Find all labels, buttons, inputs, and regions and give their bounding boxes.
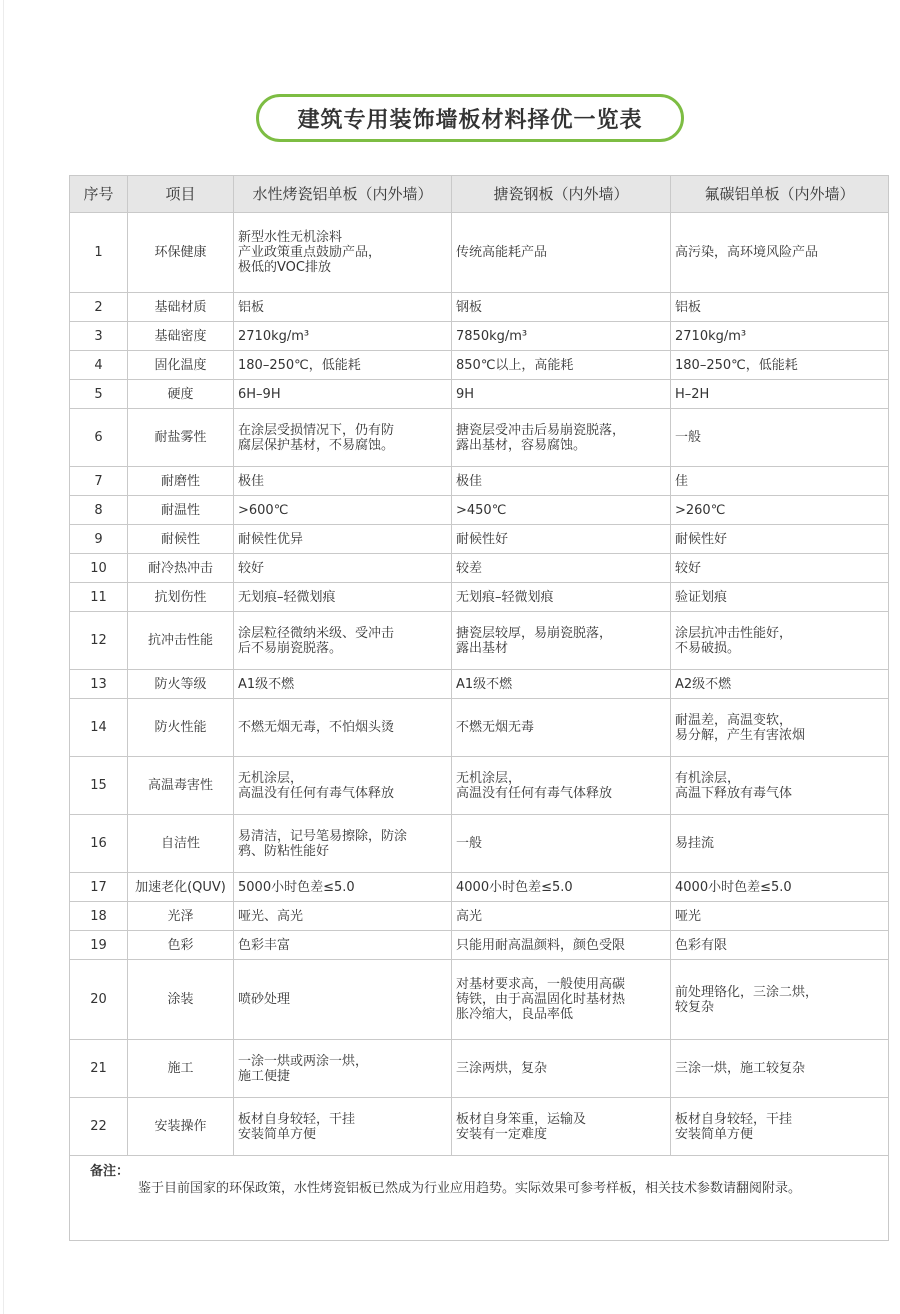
row-item-name: 涂装 [128, 960, 234, 1040]
cell-fluorocarbon-aluminum: 有机涂层， 高温下释放有毒气体 [671, 757, 889, 815]
cell-waterborne-enamel-aluminum: 新型水性无机涂料 产业政策重点鼓励产品， 极低的VOC排放 [234, 213, 452, 293]
row-item-name: 基础材质 [128, 293, 234, 322]
row-item-name: 光泽 [128, 902, 234, 931]
cell-waterborne-enamel-aluminum: 板材自身较轻，干挂 安装简单方便 [234, 1098, 452, 1156]
table-body [70, 213, 889, 1156]
row-item-name: 抗冲击性能 [128, 612, 234, 670]
cell-enamel-steel: 高光 [452, 902, 671, 931]
row-number: 18 [70, 902, 128, 931]
cell-fluorocarbon-aluminum: 易挂流 [671, 815, 889, 873]
cell-enamel-steel: 三涂两烘，复杂 [452, 1040, 671, 1098]
cell-waterborne-enamel-aluminum: 180–250℃，低能耗 [234, 351, 452, 380]
table-row [70, 467, 889, 496]
cell-fluorocarbon-aluminum: 哑光 [671, 902, 889, 931]
row-item-name: 抗划伤性 [128, 583, 234, 612]
cell-fluorocarbon-aluminum: 180–250℃，低能耗 [671, 351, 889, 380]
cell-enamel-steel: 无划痕–轻微划痕 [452, 583, 671, 612]
cell-waterborne-enamel-aluminum: 6H–9H [234, 380, 452, 409]
row-item-name: 固化温度 [128, 351, 234, 380]
cell-waterborne-enamel-aluminum: 较好 [234, 554, 452, 583]
cell-waterborne-enamel-aluminum: 无机涂层， 高温没有任何有毒气体释放 [234, 757, 452, 815]
note-cell [70, 1156, 889, 1241]
cell-enamel-steel: 无机涂层， 高温没有任何有毒气体释放 [452, 757, 671, 815]
note-label: 备注： [90, 1164, 130, 1179]
page-title: 建筑专用装饰墙板材料择优一览表 [297, 107, 643, 133]
table-row [70, 322, 889, 351]
row-number: 20 [70, 960, 128, 1040]
row-number: 10 [70, 554, 128, 583]
cell-fluorocarbon-aluminum: 耐候性好 [671, 525, 889, 554]
table-header-row [70, 176, 889, 213]
row-item-name: 基础密度 [128, 322, 234, 351]
row-item-name: 施工 [128, 1040, 234, 1098]
table-row [70, 1040, 889, 1098]
row-number: 1 [70, 213, 128, 293]
cell-fluorocarbon-aluminum: 验证划痕 [671, 583, 889, 612]
row-number: 12 [70, 612, 128, 670]
cell-waterborne-enamel-aluminum: >600℃ [234, 496, 452, 525]
row-item-name: 耐磨性 [128, 467, 234, 496]
cell-waterborne-enamel-aluminum: 在涂层受损情况下，仍有防 腐层保护基材，不易腐蚀。 [234, 409, 452, 467]
table-row [70, 902, 889, 931]
cell-fluorocarbon-aluminum: 三涂一烘，施工较复杂 [671, 1040, 889, 1098]
row-item-name: 高温毒害性 [128, 757, 234, 815]
cell-waterborne-enamel-aluminum: 5000小时色差≤5.0 [234, 873, 452, 902]
cell-enamel-steel: 不燃无烟无毒 [452, 699, 671, 757]
table-row [70, 583, 889, 612]
cell-enamel-steel: 9H [452, 380, 671, 409]
header-col-c: 氟碳铝单板（内外墙） [671, 176, 889, 213]
table-row [70, 815, 889, 873]
cell-enamel-steel: 耐候性好 [452, 525, 671, 554]
comparison-table [69, 175, 889, 1241]
row-number: 21 [70, 1040, 128, 1098]
row-number: 8 [70, 496, 128, 525]
cell-fluorocarbon-aluminum: 板材自身较轻，干挂 安装简单方便 [671, 1098, 889, 1156]
table-row [70, 873, 889, 902]
cell-waterborne-enamel-aluminum: 易清洁，记号笔易擦除，防涂 鸦、防粘性能好 [234, 815, 452, 873]
cell-waterborne-enamel-aluminum: 铝板 [234, 293, 452, 322]
table-row [70, 496, 889, 525]
note-text: 鉴于目前国家的环保政策，水性烤瓷铝板已然成为行业应用趋势。实际效果可参考样板，相关技术参数请翻阅附录。 [138, 1181, 802, 1196]
cell-fluorocarbon-aluminum: 较好 [671, 554, 889, 583]
row-item-name: 自洁性 [128, 815, 234, 873]
row-number: 15 [70, 757, 128, 815]
row-item-name: 安装操作 [128, 1098, 234, 1156]
table-row [70, 757, 889, 815]
cell-enamel-steel: 搪瓷层较厚，易崩瓷脱落， 露出基材 [452, 612, 671, 670]
table-row [70, 960, 889, 1040]
note-row [70, 1156, 889, 1241]
row-number: 5 [70, 380, 128, 409]
table-row [70, 554, 889, 583]
row-number: 11 [70, 583, 128, 612]
cell-waterborne-enamel-aluminum: 喷砂处理 [234, 960, 452, 1040]
row-number: 2 [70, 293, 128, 322]
cell-fluorocarbon-aluminum: A2级不燃 [671, 670, 889, 699]
table-row [70, 380, 889, 409]
row-number: 19 [70, 931, 128, 960]
row-number: 9 [70, 525, 128, 554]
row-number: 17 [70, 873, 128, 902]
cell-enamel-steel: 850℃以上，高能耗 [452, 351, 671, 380]
cell-fluorocarbon-aluminum: 高污染，高环境风险产品 [671, 213, 889, 293]
row-item-name: 耐温性 [128, 496, 234, 525]
cell-waterborne-enamel-aluminum: 无划痕–轻微划痕 [234, 583, 452, 612]
cell-fluorocarbon-aluminum: H–2H [671, 380, 889, 409]
cell-enamel-steel: 4000小时色差≤5.0 [452, 873, 671, 902]
row-number: 14 [70, 699, 128, 757]
table-row [70, 525, 889, 554]
row-item-name: 防火性能 [128, 699, 234, 757]
table-row [70, 612, 889, 670]
cell-fluorocarbon-aluminum: 色彩有限 [671, 931, 889, 960]
cell-enamel-steel: 极佳 [452, 467, 671, 496]
cell-waterborne-enamel-aluminum: 色彩丰富 [234, 931, 452, 960]
cell-fluorocarbon-aluminum: 4000小时色差≤5.0 [671, 873, 889, 902]
cell-enamel-steel: 传统高能耗产品 [452, 213, 671, 293]
cell-enamel-steel: 只能用耐高温颜料，颜色受限 [452, 931, 671, 960]
cell-enamel-steel: 较差 [452, 554, 671, 583]
cell-enamel-steel: 钢板 [452, 293, 671, 322]
cell-waterborne-enamel-aluminum: 涂层粒径微纳米级、受冲击 后不易崩瓷脱落。 [234, 612, 452, 670]
cell-waterborne-enamel-aluminum: 哑光、高光 [234, 902, 452, 931]
table-row [70, 213, 889, 293]
cell-waterborne-enamel-aluminum: 2710kg/m³ [234, 322, 452, 351]
title-badge [256, 94, 684, 142]
row-item-name: 环保健康 [128, 213, 234, 293]
table-row [70, 1098, 889, 1156]
cell-enamel-steel: 7850kg/m³ [452, 322, 671, 351]
header-item: 项目 [128, 176, 234, 213]
row-number: 16 [70, 815, 128, 873]
cell-waterborne-enamel-aluminum: 不燃无烟无毒，不怕烟头烫 [234, 699, 452, 757]
page-edge-line [3, 0, 4, 1314]
cell-waterborne-enamel-aluminum: A1级不燃 [234, 670, 452, 699]
table-row [70, 931, 889, 960]
row-item-name: 加速老化(QUV) [128, 873, 234, 902]
row-number: 6 [70, 409, 128, 467]
table-row [70, 409, 889, 467]
cell-enamel-steel: 一般 [452, 815, 671, 873]
table-row [70, 351, 889, 380]
cell-fluorocarbon-aluminum: 一般 [671, 409, 889, 467]
row-item-name: 耐候性 [128, 525, 234, 554]
row-item-name: 防火等级 [128, 670, 234, 699]
cell-waterborne-enamel-aluminum: 一涂一烘或两涂一烘， 施工便捷 [234, 1040, 452, 1098]
cell-fluorocarbon-aluminum: 涂层抗冲击性能好， 不易破损。 [671, 612, 889, 670]
header-col-b: 搪瓷钢板（内外墙） [452, 176, 671, 213]
cell-fluorocarbon-aluminum: 2710kg/m³ [671, 322, 889, 351]
cell-enamel-steel: A1级不燃 [452, 670, 671, 699]
row-number: 7 [70, 467, 128, 496]
header-no: 序号 [70, 176, 128, 213]
row-number: 3 [70, 322, 128, 351]
table-row [70, 670, 889, 699]
cell-enamel-steel: 搪瓷层受冲击后易崩瓷脱落， 露出基材，容易腐蚀。 [452, 409, 671, 467]
cell-fluorocarbon-aluminum: 前处理铬化，三涂二烘， 较复杂 [671, 960, 889, 1040]
row-number: 4 [70, 351, 128, 380]
cell-waterborne-enamel-aluminum: 耐候性优异 [234, 525, 452, 554]
row-number: 13 [70, 670, 128, 699]
cell-enamel-steel: >450℃ [452, 496, 671, 525]
cell-fluorocarbon-aluminum: >260℃ [671, 496, 889, 525]
row-number: 22 [70, 1098, 128, 1156]
row-item-name: 硬度 [128, 380, 234, 409]
cell-fluorocarbon-aluminum: 佳 [671, 467, 889, 496]
row-item-name: 耐冷热冲击 [128, 554, 234, 583]
table-row [70, 293, 889, 322]
table-row [70, 699, 889, 757]
row-item-name: 色彩 [128, 931, 234, 960]
cell-waterborne-enamel-aluminum: 极佳 [234, 467, 452, 496]
cell-enamel-steel: 对基材要求高，一般使用高碳 铸铁，由于高温固化时基材热 胀冷缩大，良品率低 [452, 960, 671, 1040]
row-item-name: 耐盐雾性 [128, 409, 234, 467]
cell-fluorocarbon-aluminum: 铝板 [671, 293, 889, 322]
cell-fluorocarbon-aluminum: 耐温差，高温变软， 易分解，产生有害浓烟 [671, 699, 889, 757]
header-col-a: 水性烤瓷铝单板（内外墙） [234, 176, 452, 213]
cell-enamel-steel: 板材自身笨重，运输及 安装有一定难度 [452, 1098, 671, 1156]
